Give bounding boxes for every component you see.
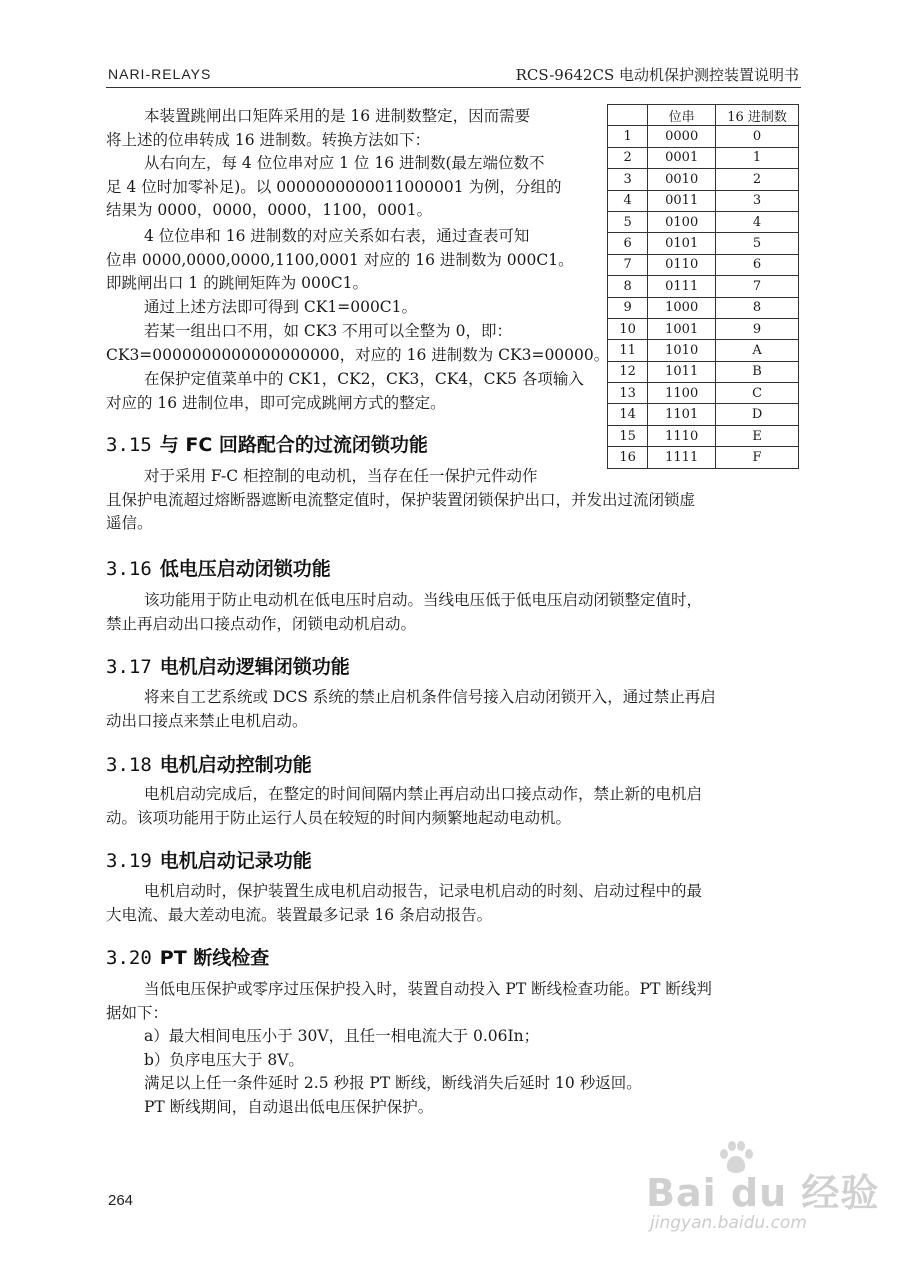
table-cell-bitstring: 1010 bbox=[648, 340, 716, 361]
table-row bbox=[608, 190, 799, 211]
table-cell-bitstring: 1111 bbox=[648, 447, 716, 468]
header-divider bbox=[106, 87, 801, 88]
table-cell-hex: 6 bbox=[716, 254, 799, 275]
section-3-17-body: 将来自工艺系统或 DCS 系统的禁止启机条件信号接入启动闭锁开入，通过禁止再启 动出口接点来禁止电机启动。 bbox=[106, 688, 716, 730]
section-3-19-body: 电机启动时，保护装置生成电机启动报告，记录电机启动的时刻、启动过程中的最 大电流、最大差动电流。装置最多记录 16 条启动报告。 bbox=[106, 882, 703, 924]
table-cell-hex: 8 bbox=[716, 297, 799, 318]
table-cell-bitstring: 1110 bbox=[648, 425, 716, 446]
table-cell-hex: 4 bbox=[716, 211, 799, 232]
table-cell-hex: A bbox=[716, 340, 799, 361]
intro-paragraph-2: 从右向左，每 4 位位串对应 1 位 16 进制数(最左端位数不 足 4 位时加零补足)。以 0000000000011000001 为例，分组的 结果为 0000，0000，0000，1100，0001。 bbox=[106, 154, 562, 219]
table-cell-hex: 2 bbox=[716, 169, 799, 190]
table-row bbox=[608, 254, 799, 275]
table-cell-bitstring: 1100 bbox=[648, 383, 716, 404]
watermark-url: jingyan.baidu.com bbox=[650, 1213, 807, 1233]
section-3-17-heading: 3.17 电机启动逻辑闭锁功能 bbox=[106, 656, 350, 678]
table-header-row bbox=[608, 105, 799, 126]
table-cell-hex: 9 bbox=[716, 318, 799, 339]
table-cell-bitstring: 0001 bbox=[648, 147, 716, 168]
table-row bbox=[608, 276, 799, 297]
table-cell-index: 16 bbox=[608, 447, 648, 468]
table-row bbox=[608, 169, 799, 190]
table-row bbox=[608, 425, 799, 446]
pt-blocking-note: PT 断线期间，自动退出低电压保护保护。 bbox=[144, 1097, 434, 1116]
section-3-15-body: 对于采用 F-C 柜控制的电动机，当存在任一保护元件动作 且保护电流超过熔断器遮断电流整定值时，保护装置闭锁保护出口，并发出过流闭锁虚 遥信。 bbox=[106, 467, 696, 532]
table-body bbox=[608, 126, 799, 468]
table-cell-bitstring: 0010 bbox=[648, 169, 716, 190]
section-3-16-heading: 3.16 低电压启动闭锁功能 bbox=[106, 558, 331, 580]
table-cell-bitstring: 0011 bbox=[648, 190, 716, 211]
table-cell-bitstring: 0000 bbox=[648, 126, 716, 147]
pt-condition-b: b）负序电压大于 8V。 bbox=[144, 1050, 304, 1069]
section-3-20-body: 当低电压保护或零序过压保护投入时，装置自动投入 PT 断线检查功能。PT 断线判 据如下： a）最大相间电压小于 30V，且任一相电流大于 0.06In； b）负序电压大于 8V。 满足以上任一条件延时 2.5 秒报 PT 断线，断线消失后延时 10 秒返回。 PT 断线期间，自动退出低电压保护保护。 bbox=[106, 978, 712, 1119]
table-cell-hex: 5 bbox=[716, 233, 799, 254]
table-cell-index: 12 bbox=[608, 361, 648, 382]
table-cell-index: 1 bbox=[608, 126, 648, 147]
table-header-hex: 16 进制数 bbox=[716, 105, 799, 126]
section-3-15-heading: 3.15 与 FC 回路配合的过流闭锁功能 bbox=[106, 434, 428, 456]
table-cell-hex: 1 bbox=[716, 147, 799, 168]
table-cell-hex: C bbox=[716, 383, 799, 404]
page-number: 264 bbox=[108, 1192, 134, 1209]
table-row bbox=[608, 126, 799, 147]
table-cell-index: 10 bbox=[608, 318, 648, 339]
table-cell-index: 2 bbox=[608, 147, 648, 168]
table-cell-index: 14 bbox=[608, 404, 648, 425]
section-3-18-heading: 3.18 电机启动控制功能 bbox=[106, 754, 312, 776]
section-3-16-body: 该功能用于防止电动机在低电压时启动。当线电压低于低电压启动闭锁整定值时， 禁止再启动出口接点动作，闭锁电动机启动。 bbox=[106, 591, 703, 633]
table-cell-index: 3 bbox=[608, 169, 648, 190]
section-3-18-body: 电机启动完成后，在整定的时间间隔内禁止再启动出口接点动作，禁止新的电机启 动。该项功能用于防止运行人员在较短的时间内频繁地起动电动机。 bbox=[106, 785, 703, 827]
baidu-jingyan-watermark: Bai du 经验 bbox=[646, 1171, 880, 1215]
table-cell-bitstring: 0101 bbox=[648, 233, 716, 254]
table-row bbox=[608, 340, 799, 361]
table-cell-index: 6 bbox=[608, 233, 648, 254]
table-row bbox=[608, 383, 799, 404]
intro-paragraph-1: 本装置跳闸出口矩阵采用的是 16 进制数整定，因而需要 将上述的位串转成 16 进制数。转换方法如下： bbox=[106, 107, 531, 149]
table-cell-index: 11 bbox=[608, 340, 648, 361]
table-cell-hex: F bbox=[716, 447, 799, 468]
table-row bbox=[608, 318, 799, 339]
table-header-bitstring: 位串 bbox=[648, 105, 716, 126]
table-cell-bitstring: 0111 bbox=[648, 276, 716, 297]
table-cell-hex: E bbox=[716, 425, 799, 446]
table-row bbox=[608, 297, 799, 318]
table-cell-hex: D bbox=[716, 404, 799, 425]
pt-delay-note: 满足以上任一条件延时 2.5 秒报 PT 断线，断线消失后延时 10 秒返回。 bbox=[144, 1074, 642, 1092]
intro-paragraph-5: 若某一组出口不用，如 CK3 不用可以全整为 0，即： CK3=0000000000000000000，对应的 16 进制数为 CK3=00000。 bbox=[106, 322, 610, 364]
pt-condition-a: a）最大相间电压小于 30V，且任一相电流大于 0.06In； bbox=[144, 1027, 540, 1045]
table-row bbox=[608, 211, 799, 232]
table-cell-hex: 7 bbox=[716, 276, 799, 297]
table-cell-hex: 0 bbox=[716, 126, 799, 147]
intro-paragraph-4: 通过上述方法即可得到 CK1=000C1。 bbox=[144, 298, 418, 316]
table-row bbox=[608, 147, 799, 168]
table-cell-index: 8 bbox=[608, 276, 648, 297]
table-cell-index: 4 bbox=[608, 190, 648, 211]
table-cell-index: 5 bbox=[608, 211, 648, 232]
header-doc-title: RCS-9642CS 电动机保护测控装置说明书 bbox=[515, 66, 799, 84]
table-cell-bitstring: 1000 bbox=[648, 297, 716, 318]
table-row bbox=[608, 404, 799, 425]
table-cell-bitstring: 1101 bbox=[648, 404, 716, 425]
table-cell-index: 15 bbox=[608, 425, 648, 446]
table-cell-index: 13 bbox=[608, 383, 648, 404]
intro-paragraph-3: 4 位位串和 16 进制数的对应关系如右表，通过查表可知 位串 0000,0000,0000,1100,0001 对应的 16 进制数为 000C1。 即跳闸出口 1 的跳闸矩阵为 000C1。 bbox=[106, 227, 574, 292]
intro-paragraph-6: 在保护定值菜单中的 CK1，CK2，CK3，CK4，CK5 各项输入 对应的 16 进制位串，即可完成跳闸方式的整定。 bbox=[106, 370, 584, 412]
table-row bbox=[608, 361, 799, 382]
header-brand: NARI-RELAYS bbox=[108, 66, 212, 82]
table-header-index bbox=[608, 105, 648, 126]
table-cell-bitstring: 1011 bbox=[648, 361, 716, 382]
table-cell-hex: B bbox=[716, 361, 799, 382]
table-cell-bitstring: 0110 bbox=[648, 254, 716, 275]
table-cell-bitstring: 1001 bbox=[648, 318, 716, 339]
table-cell-bitstring: 0100 bbox=[648, 211, 716, 232]
section-3-20-heading: 3.20 PT 断线检查 bbox=[106, 947, 270, 969]
table-cell-hex: 3 bbox=[716, 190, 799, 211]
table-cell-index: 7 bbox=[608, 254, 648, 275]
section-3-19-heading: 3.19 电机启动记录功能 bbox=[106, 850, 312, 872]
table-cell-index: 9 bbox=[608, 297, 648, 318]
bit-string-hex-table bbox=[607, 104, 799, 469]
table-row bbox=[608, 233, 799, 254]
